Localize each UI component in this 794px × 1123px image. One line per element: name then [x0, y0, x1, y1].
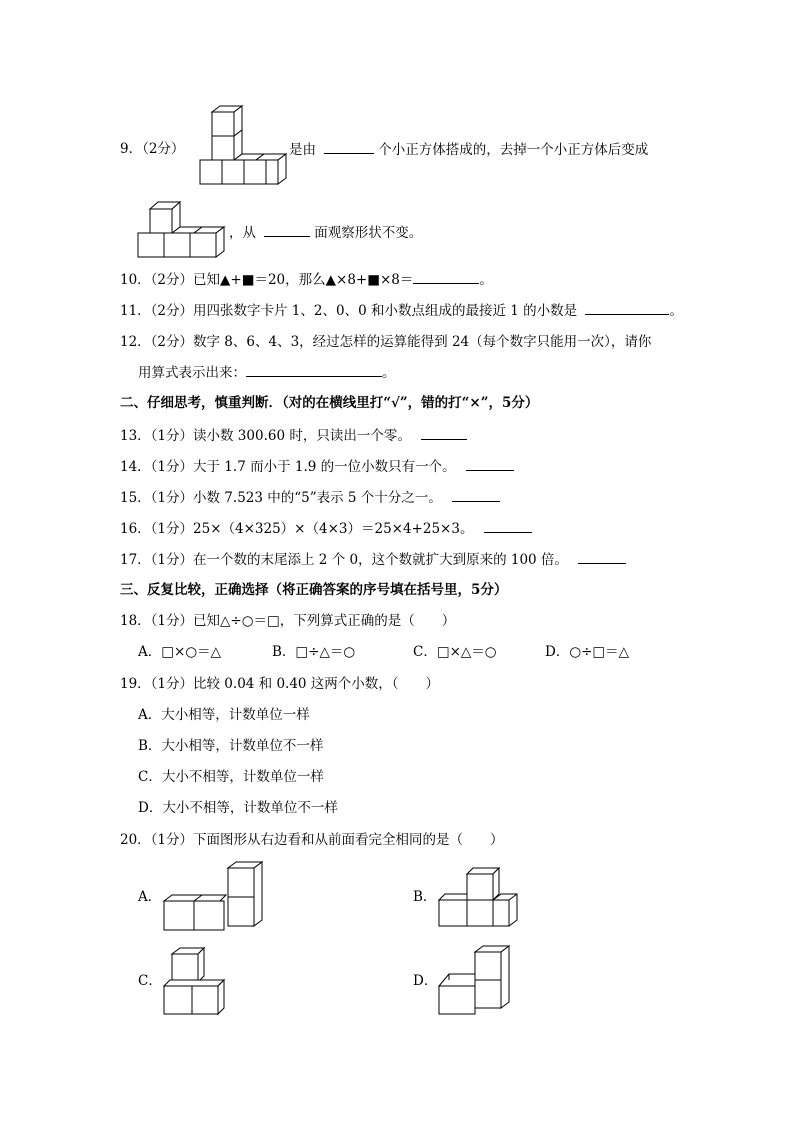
- q18-option-c[interactable]: C．□×△＝○: [413, 644, 497, 660]
- q17-blank[interactable]: [578, 549, 626, 564]
- q10-text: 10．（2分）已知▲+■＝20，那么▲×8+■×8＝: [120, 272, 414, 288]
- q20-stem: 20．（1分）下面图形从右边看和从前面看完全相同的是（ ）: [120, 832, 504, 848]
- q17: [120, 549, 626, 570]
- q20-figure-c[interactable]: [162, 946, 230, 1016]
- q9-figure-2: [136, 199, 228, 263]
- q11: [120, 300, 683, 321]
- q18-option-d[interactable]: D．○÷□＝△: [545, 644, 630, 660]
- q20-option-d[interactable]: D．: [413, 973, 438, 989]
- q12-text: 12．（2分）数字 8、6、4、3，经过怎样的运算能得到 24（每个数字只能用一次），请你: [120, 334, 652, 350]
- q18-option-b[interactable]: B．□÷△＝○: [272, 644, 356, 660]
- q10-blank[interactable]: [413, 269, 479, 284]
- q18-stem: 18．（1分）已知△÷○＝□，下列算式正确的是（ ）: [120, 613, 456, 629]
- q9-text-d: 面观察形状不变。: [314, 225, 423, 241]
- q11-text: 11．（2分）用四张数字卡片 1、2、0、0 和小数点组成的最接近 1 的小数是: [120, 303, 578, 319]
- q9-text-c: ，从: [229, 225, 256, 241]
- q9-blank-1[interactable]: [324, 139, 374, 154]
- q13-blank[interactable]: [421, 425, 467, 440]
- q14-blank[interactable]: [466, 456, 514, 471]
- q18-option-a[interactable]: A．□×○＝△: [138, 644, 221, 660]
- q19-stem: 19．（1分）比较 0.04 和 0.40 这两个小数，（ ）: [120, 676, 440, 692]
- q13: [120, 425, 467, 446]
- q12-text-2: 用算式表示出来：: [138, 365, 246, 381]
- q10: [120, 269, 493, 290]
- q12-blank[interactable]: [246, 362, 382, 377]
- q12-line2: [138, 362, 396, 383]
- q9-line2-text: [229, 222, 422, 243]
- q19-option-a[interactable]: A．大小相等，计数单位一样: [138, 707, 310, 723]
- q12-suffix: 。: [382, 365, 396, 381]
- q19-option-d[interactable]: D．大小不相等，计数单位不一样: [138, 800, 338, 816]
- q16-blank[interactable]: [484, 518, 532, 533]
- q9-figure-1: [198, 104, 290, 190]
- q13-text: 13．（1分）读小数 300.60 时，只读出一个零。: [120, 428, 411, 444]
- q20-figure-b[interactable]: [437, 866, 519, 928]
- q16-text: 16．（1分）25×（4×325）×（4×3）＝25×4+25×3。: [120, 521, 474, 537]
- q15: [120, 487, 500, 508]
- q11-suffix: 。: [669, 303, 683, 319]
- q14: [120, 456, 514, 477]
- q11-blank[interactable]: [585, 300, 669, 315]
- q20-option-a[interactable]: A．: [138, 889, 162, 905]
- q10-suffix: 。: [479, 272, 493, 288]
- q9-text-a: 是由: [289, 142, 316, 158]
- section-2-heading: 二、仔细思考，慎重判断．（对的在横线里打“√”，错的打“×”，5分）: [120, 395, 539, 411]
- q19-option-c[interactable]: C．大小不相等，计数单位一样: [138, 769, 324, 785]
- q19-option-b[interactable]: B．大小相等，计数单位不一样: [138, 738, 324, 754]
- q16: [120, 518, 532, 539]
- q9-text-b: 个小正方体搭成的，去掉一个小正方体后变成: [378, 142, 649, 158]
- q17-text: 17．（1分）在一个数的末尾添上 2 个 0，这个数就扩大到原来的 100 倍。: [120, 552, 568, 568]
- q9-blank-2[interactable]: [264, 222, 310, 237]
- q9-prefix: 9．（2分）: [120, 141, 185, 157]
- section-3-heading: 三、反复比较，正确选择（将正确答案的序号填在括号里，5分）: [120, 582, 508, 598]
- q15-text: 15．（1分）小数 7.523 中的“5”表示 5 个十分之一。: [120, 490, 442, 506]
- q20-figure-a[interactable]: [162, 860, 268, 934]
- q14-text: 14．（1分）大于 1.7 而小于 1.9 的一位小数只有一个。: [120, 459, 456, 475]
- q20-figure-d[interactable]: [437, 944, 513, 1018]
- q15-blank[interactable]: [452, 487, 500, 502]
- q12-line1: [120, 332, 651, 352]
- q20-option-c[interactable]: C．: [138, 973, 162, 989]
- q20-option-b[interactable]: B．: [413, 889, 437, 905]
- q9-line1: [120, 139, 184, 159]
- q9-line1-text: [289, 139, 648, 160]
